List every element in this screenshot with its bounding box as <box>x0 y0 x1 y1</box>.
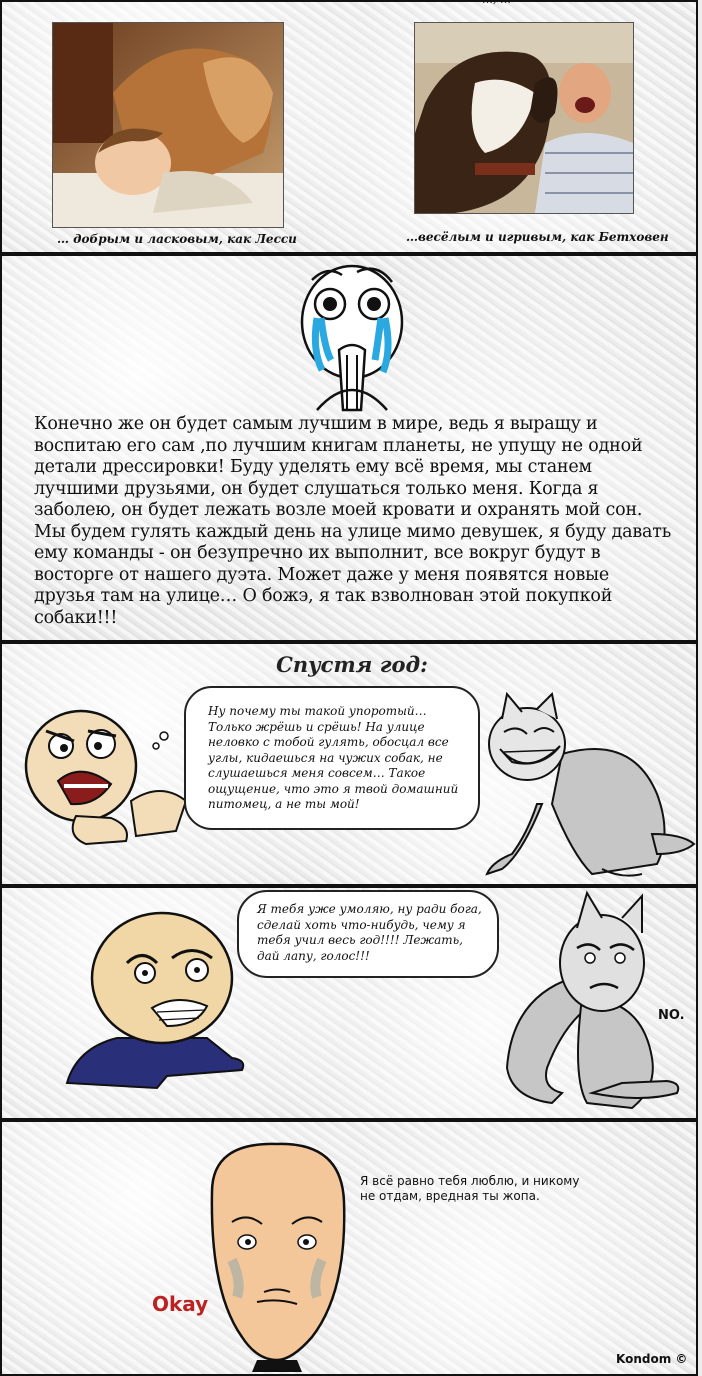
cut-off-caption <box>482 0 511 6</box>
panel-begging <box>0 886 698 1120</box>
troll-face-dog <box>482 694 697 884</box>
beethoven-photo <box>414 22 634 214</box>
panel-dreams <box>0 254 698 642</box>
panel-dog-photos <box>0 0 698 254</box>
love-text: Я всё равно тебя люблю, и никому не отдам, вредная ты жопа. <box>360 1174 580 1203</box>
okay-face <box>202 1142 352 1372</box>
story-text: Конечно же он будет самым лучшим в мире, ведь я выращу и воспитаю его сам ,по лучшим книгам планеты, не упущу не одной детали дрессировки! Буду уделять ему всё время, мы станем лучшими друзьями, он будет слушаться только меня. Когда я заболею, он будет лежать возле моей кровати и охранять мой сон. Мы будем гулять каждый день на улице мимо девушек, я буду давать ему команды - он безупречно их выполнит, все вокруг будут в восторге от нашего дуэта. Может даже у меня появятся новые друзья там на улице… О божэ, я так взволнован этой покупкой собаки!!! <box>34 414 672 628</box>
lassie-photo <box>52 22 284 228</box>
panel-okay <box>0 1120 698 1376</box>
y-u-no-owner-face <box>57 908 257 1098</box>
crying-happy-face <box>297 260 407 418</box>
no-label: NO. <box>658 1008 685 1023</box>
lassie-caption: … добрым и ласковым, как Лесси <box>57 232 297 246</box>
okay-label: Okay <box>152 1292 209 1316</box>
angry-owner-face <box>16 706 196 846</box>
owner-plea-bubble: Я тебя уже умоляю, ну ради бога, сделай хоть что-нибудь, чему я тебя учил весь год!!!! Лежать, дай лапу, голос!!! <box>237 890 499 978</box>
y-u-no-dog <box>492 888 692 1116</box>
time-skip-heading: Спустя год: <box>276 652 428 677</box>
panel-one-year-later <box>0 642 698 886</box>
owner-speech-bubble: Ну почему ты такой упоротый… Только жрёшь и срёшь! На улице неловко с тобой гулять, обосцал все углы, кидаешься на чужих собак, не слушаешься меня совсем… Такое ощущение, что это я твой домашний питомец, а не ты мой! <box>184 686 480 830</box>
author-signature: Kondom © <box>616 1352 688 1366</box>
beethoven-caption: …весёлым и игривым, как Бетховен <box>406 230 669 244</box>
